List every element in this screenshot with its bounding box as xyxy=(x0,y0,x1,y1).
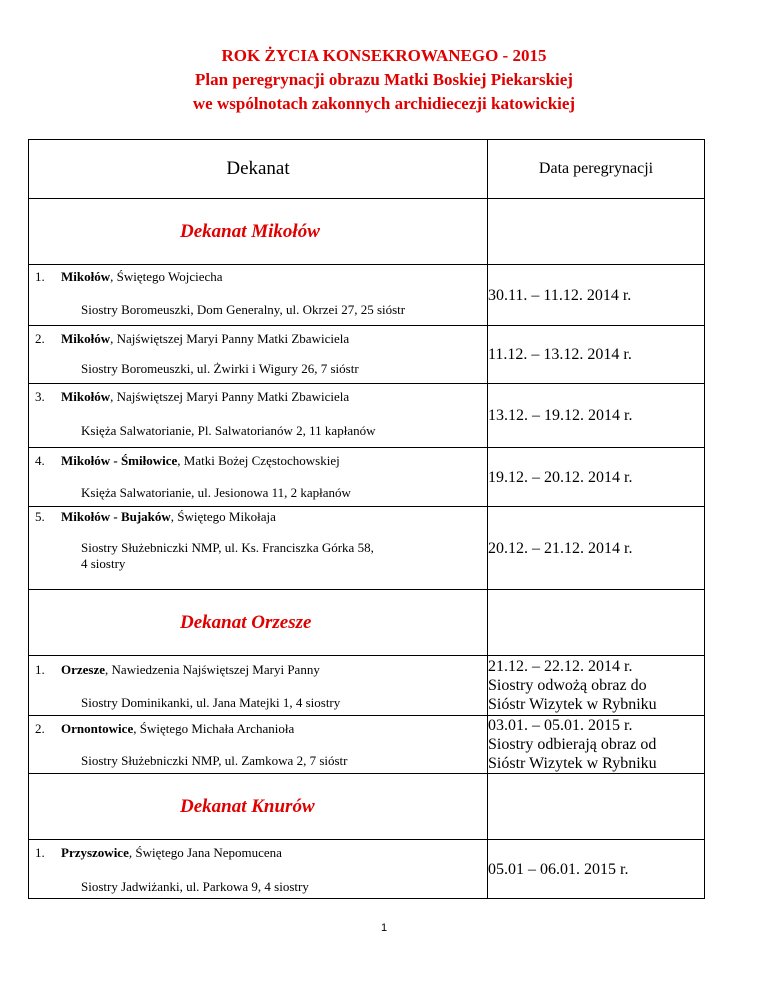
date-cell: 30.11. – 11.12. 2014 r. xyxy=(488,265,705,326)
community-text: Księża Salwatorianie, Pl. Salwatorianów 2, 11 kapłanów xyxy=(81,423,376,438)
community-text: Siostry Boromeuszki, ul. Żwirki i Wigury 26, 7 sióstr xyxy=(81,361,359,376)
peregrination-table xyxy=(28,139,705,899)
date-cell: 11.12. – 13.12. 2014 r. xyxy=(488,326,705,384)
page-number: 1 xyxy=(380,922,388,934)
table-row xyxy=(29,716,705,774)
date-note: Sióstr Wizytek w Rybniku xyxy=(488,755,657,772)
entry-cell: 5. Mikołów - Bujaków, Świętego Mikołaja Siostry Służebniczki NMP, ul. Ks. Franciszka Górka 58, 4 siostry xyxy=(29,507,488,590)
community-text: Siostry Służebniczki NMP, ul. Zamkowa 2, 7 sióstr xyxy=(81,753,348,768)
place-name: Przyszowice xyxy=(61,845,129,860)
table-row xyxy=(29,448,705,507)
table-row xyxy=(29,840,705,899)
table-row xyxy=(29,507,705,590)
title-line-3: we wspólnotach zakonnych archidiecezji katowickiej xyxy=(192,94,576,113)
date-note: Siostry odbierają obraz od xyxy=(488,736,657,753)
date-note: Sióstr Wizytek w Rybniku xyxy=(488,696,657,713)
entry-cell: 1. Orzesze, Nawiedzenia Najświętszej Maryi Panny Siostry Dominikanki, ul. Jana Matejki 1, 4 siostry xyxy=(29,656,488,716)
section-name: Dekanat Knurów xyxy=(29,774,488,840)
document-title-block xyxy=(0,44,768,116)
section-row xyxy=(29,774,705,840)
entry-cell: 3. Mikołów, Najświętszej Maryi Panny Matki Zbawiciela Księża Salwatorianie, Pl. Salwatorianów 2, 11 kapłanów xyxy=(29,384,488,448)
community-text-continued: 4 siostry xyxy=(81,556,126,571)
community-text: Siostry Dominikanki, ul. Jana Matejki 1, 4 siostry xyxy=(81,695,341,710)
entry-cell: 2. Mikołów, Najświętszej Maryi Panny Matki Zbawiciela Siostry Boromeuszki, ul. Żwirki i Wigury 26, 7 sióstr xyxy=(29,326,488,384)
section-row xyxy=(29,199,705,265)
place-name: Mikołów - Śmiłowice xyxy=(61,453,178,468)
place-name: Orzesze xyxy=(61,662,106,677)
table-row xyxy=(29,326,705,384)
table-row xyxy=(29,656,705,716)
section-name: Dekanat Mikołów xyxy=(29,199,488,265)
entry-cell: 1. Przyszowice, Świętego Jana Nepomucena Siostry Jadwiżanki, ul. Parkowa 9, 4 siostry xyxy=(29,840,488,899)
community-text: Księża Salwatorianie, ul. Jesionowa 11, 2 kapłanów xyxy=(81,485,351,500)
table-row xyxy=(29,384,705,448)
date-note: Siostry odwożą obraz do xyxy=(488,677,647,694)
place-name: Mikołów xyxy=(61,331,111,346)
community-text: Siostry Służebniczki NMP, ul. Ks. Franciszka Górka 58, xyxy=(81,540,374,555)
header-dekanat: Dekanat xyxy=(29,140,488,199)
table-row xyxy=(29,265,705,326)
date-cell: 19.12. – 20.12. 2014 r. xyxy=(488,448,705,507)
place-name: Ornontowice xyxy=(61,721,134,736)
place-name: Mikołów - Bujaków xyxy=(61,509,171,524)
date-text: 21.12. – 22.12. 2014 r. xyxy=(488,658,633,675)
date-cell: 20.12. – 21.12. 2014 r. xyxy=(488,507,705,590)
date-cell xyxy=(488,716,705,774)
date-cell: 05.01 – 06.01. 2015 r. xyxy=(488,840,705,899)
entry-cell: 1. Mikołów, Świętego Wojciecha Siostry Boromeuszki, Dom Generalny, ul. Okrzei 27, 25 sióstr xyxy=(29,265,488,326)
date-cell xyxy=(488,656,705,716)
place-name: Mikołów xyxy=(61,269,111,284)
title-line-1: ROK ŻYCIA KONSEKROWANEGO - 2015 xyxy=(221,46,547,65)
date-text: 03.01. – 05.01. 2015 r. xyxy=(488,717,633,734)
entry-cell: 2. Ornontowice, Świętego Michała Archanioła Siostry Służebniczki NMP, ul. Zamkowa 2, 7 sióstr xyxy=(29,716,488,774)
entry-cell: 4. Mikołów - Śmiłowice, Matki Bożej Częstochowskiej Księża Salwatorianie, ul. Jesionowa 11, 2 kapłanów xyxy=(29,448,488,507)
community-text: Siostry Boromeuszki, Dom Generalny, ul. Okrzei 27, 25 sióstr xyxy=(81,302,406,317)
title-line-2: Plan peregrynacji obrazu Matki Boskiej Piekarskiej xyxy=(195,70,573,89)
header-date: Data peregrynacji xyxy=(488,140,705,199)
place-name: Mikołów xyxy=(61,389,111,404)
header-row xyxy=(29,140,705,199)
section-row xyxy=(29,590,705,656)
date-cell: 13.12. – 19.12. 2014 r. xyxy=(488,384,705,448)
community-text: Siostry Jadwiżanki, ul. Parkowa 9, 4 siostry xyxy=(81,879,309,894)
section-name: Dekanat Orzesze xyxy=(29,590,488,656)
